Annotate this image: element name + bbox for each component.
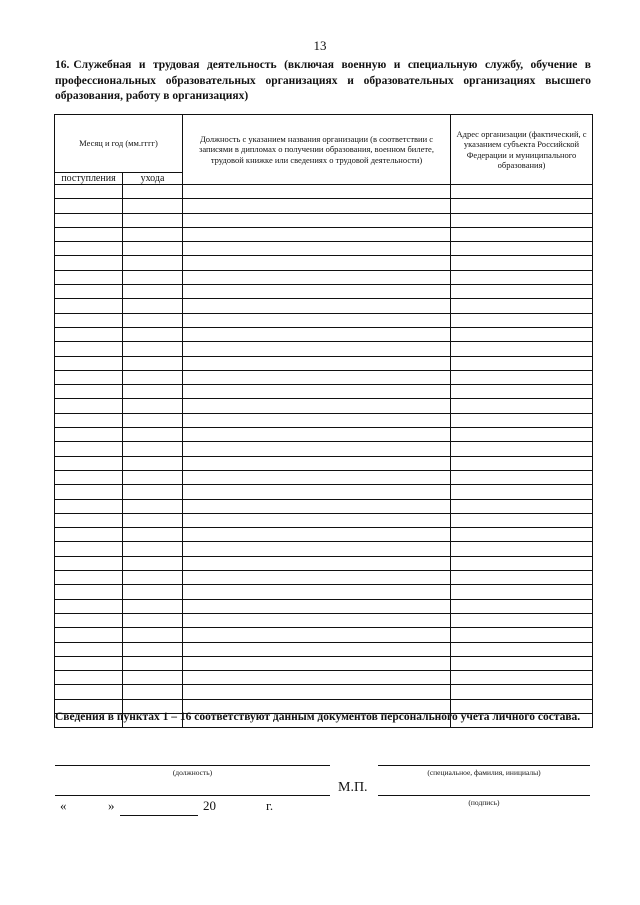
page-number: 13 <box>313 38 327 53</box>
seal-label: М.П. <box>338 780 368 795</box>
quote-open: « <box>60 798 67 813</box>
address-cell <box>451 599 593 613</box>
table-row <box>55 399 593 413</box>
position-cell <box>183 399 451 413</box>
position-cell <box>183 356 451 370</box>
end-date-cell <box>123 499 183 513</box>
address-cell <box>451 199 593 213</box>
position-cell <box>183 671 451 685</box>
start-date-cell <box>55 556 123 570</box>
position-cell <box>183 556 451 570</box>
table-row <box>55 442 593 456</box>
end-date-cell <box>123 356 183 370</box>
end-date-cell <box>123 456 183 470</box>
position-cell <box>183 342 451 356</box>
start-date-cell <box>55 542 123 556</box>
position-cell <box>183 685 451 699</box>
year-prefix: 20 <box>203 798 216 813</box>
table-row <box>55 299 593 313</box>
address-cell <box>451 256 593 270</box>
address-cell <box>451 299 593 313</box>
position-cell <box>183 299 451 313</box>
position-cell <box>183 656 451 670</box>
position-cell <box>183 370 451 384</box>
year-suffix: г. <box>266 798 274 813</box>
table-row <box>55 385 593 399</box>
position-cell <box>183 242 451 256</box>
table-row <box>55 370 593 384</box>
end-date-cell <box>123 556 183 570</box>
position-cell <box>183 456 451 470</box>
table-row <box>55 270 593 284</box>
table-row <box>55 213 593 227</box>
table-row <box>55 285 593 299</box>
table-row <box>55 628 593 642</box>
end-date-cell <box>123 599 183 613</box>
address-cell <box>451 513 593 527</box>
start-date-cell <box>55 513 123 527</box>
section-title-text: Служебная и трудовая деятельность (включая военную и специальную службу, обучение в профессиональных образовательных организациях и образовательных организациях высшего образования, работу в организациях) <box>55 59 591 102</box>
activity-table <box>54 114 593 728</box>
table-row <box>55 413 593 427</box>
header-end-date: ухода <box>123 173 183 185</box>
position-cell <box>183 628 451 642</box>
table-row <box>55 428 593 442</box>
table-row <box>55 613 593 627</box>
start-date-cell <box>55 442 123 456</box>
name-line <box>378 765 590 766</box>
start-date-cell <box>55 628 123 642</box>
address-cell <box>451 270 593 284</box>
start-date-cell <box>55 413 123 427</box>
table-row <box>55 485 593 499</box>
end-date-cell <box>123 227 183 241</box>
start-date-cell <box>55 499 123 513</box>
address-cell <box>451 428 593 442</box>
table-row <box>55 642 593 656</box>
position-cell <box>183 571 451 585</box>
position-cell <box>183 642 451 656</box>
address-cell <box>451 499 593 513</box>
start-date-cell <box>55 656 123 670</box>
end-date-cell <box>123 313 183 327</box>
month-line <box>120 815 198 816</box>
start-date-cell <box>55 270 123 284</box>
address-cell <box>451 528 593 542</box>
start-date-cell <box>55 327 123 341</box>
section-heading <box>55 58 591 105</box>
address-cell <box>451 685 593 699</box>
address-cell <box>451 542 593 556</box>
end-date-cell <box>123 199 183 213</box>
end-date-cell <box>123 385 183 399</box>
position-cell <box>183 270 451 284</box>
date-top-line <box>55 795 330 796</box>
header-position-organization: Должность с указанием названия организации (в соответствии с записями в дипломах о получении образования, военном билете, трудовой книжке или сведениях о трудовой деятельности) <box>183 115 451 185</box>
end-date-cell <box>123 585 183 599</box>
table-row <box>55 256 593 270</box>
address-cell <box>451 571 593 585</box>
address-cell <box>451 185 593 199</box>
address-cell <box>451 485 593 499</box>
start-date-cell <box>55 456 123 470</box>
start-date-cell <box>55 470 123 484</box>
position-cell <box>183 227 451 241</box>
position-cell <box>183 213 451 227</box>
start-date-cell <box>55 613 123 627</box>
address-cell <box>451 342 593 356</box>
end-date-cell <box>123 327 183 341</box>
end-date-cell <box>123 256 183 270</box>
address-cell <box>451 413 593 427</box>
address-cell <box>451 456 593 470</box>
position-cell <box>183 185 451 199</box>
table-row <box>55 327 593 341</box>
address-cell <box>451 313 593 327</box>
address-cell <box>451 671 593 685</box>
start-date-cell <box>55 528 123 542</box>
start-date-cell <box>55 227 123 241</box>
address-cell <box>451 613 593 627</box>
position-cell <box>183 499 451 513</box>
table-row <box>55 599 593 613</box>
table-row <box>55 313 593 327</box>
end-date-cell <box>123 213 183 227</box>
position-cell <box>183 285 451 299</box>
table-row <box>55 685 593 699</box>
table-row <box>55 542 593 556</box>
table-row <box>55 656 593 670</box>
position-caption: (должность) <box>172 768 213 777</box>
start-date-cell <box>55 356 123 370</box>
table-row <box>55 585 593 599</box>
start-date-cell <box>55 642 123 656</box>
end-date-cell <box>123 413 183 427</box>
address-cell <box>451 385 593 399</box>
position-cell <box>183 385 451 399</box>
address-cell <box>451 399 593 413</box>
address-cell <box>451 227 593 241</box>
position-cell <box>183 485 451 499</box>
start-date-cell <box>55 399 123 413</box>
end-date-cell <box>123 342 183 356</box>
end-date-cell <box>123 299 183 313</box>
end-date-cell <box>123 642 183 656</box>
address-cell <box>451 656 593 670</box>
address-cell <box>451 370 593 384</box>
table-row <box>55 227 593 241</box>
start-date-cell <box>55 585 123 599</box>
table-row <box>55 571 593 585</box>
table-row <box>55 342 593 356</box>
end-date-cell <box>123 628 183 642</box>
start-date-cell <box>55 299 123 313</box>
position-cell <box>183 256 451 270</box>
position-cell <box>183 585 451 599</box>
end-date-cell <box>123 613 183 627</box>
end-date-cell <box>123 428 183 442</box>
address-cell <box>451 628 593 642</box>
start-date-cell <box>55 342 123 356</box>
address-cell <box>451 556 593 570</box>
position-line <box>55 765 330 766</box>
end-date-cell <box>123 285 183 299</box>
start-date-cell <box>55 370 123 384</box>
end-date-cell <box>123 270 183 284</box>
address-cell <box>451 585 593 599</box>
start-date-cell <box>55 213 123 227</box>
start-date-cell <box>55 428 123 442</box>
start-date-cell <box>55 256 123 270</box>
address-cell <box>451 285 593 299</box>
end-date-cell <box>123 399 183 413</box>
start-date-cell <box>55 571 123 585</box>
position-cell <box>183 313 451 327</box>
end-date-cell <box>123 542 183 556</box>
end-date-cell <box>123 470 183 484</box>
end-date-cell <box>123 685 183 699</box>
end-date-cell <box>123 513 183 527</box>
signature-caption: (подпись) <box>468 798 500 807</box>
start-date-cell <box>55 185 123 199</box>
table-row <box>55 356 593 370</box>
table-row <box>55 528 593 542</box>
address-cell <box>451 242 593 256</box>
position-cell <box>183 470 451 484</box>
name-caption: (специальное, фамилия, инициалы) <box>427 768 541 777</box>
start-date-cell <box>55 199 123 213</box>
end-date-cell <box>123 671 183 685</box>
table-row <box>55 199 593 213</box>
start-date-cell <box>55 313 123 327</box>
start-date-cell <box>55 599 123 613</box>
position-cell <box>183 542 451 556</box>
header-start-date: поступления <box>55 173 123 185</box>
end-date-cell <box>123 370 183 384</box>
table-row <box>55 513 593 527</box>
address-cell <box>451 470 593 484</box>
position-cell <box>183 428 451 442</box>
address-cell <box>451 642 593 656</box>
end-date-cell <box>123 656 183 670</box>
position-cell <box>183 442 451 456</box>
address-cell <box>451 356 593 370</box>
address-cell <box>451 213 593 227</box>
table-row <box>55 556 593 570</box>
table-body <box>55 185 593 728</box>
end-date-cell <box>123 442 183 456</box>
header-month-year: Месяц и год (мм.гггг) <box>55 115 183 173</box>
end-date-cell <box>123 185 183 199</box>
start-date-cell <box>55 285 123 299</box>
start-date-cell <box>55 671 123 685</box>
start-date-cell <box>55 485 123 499</box>
quote-close: » <box>108 798 115 813</box>
position-cell <box>183 327 451 341</box>
position-cell <box>183 613 451 627</box>
section-number: 16. <box>55 59 70 71</box>
end-date-cell <box>123 528 183 542</box>
start-date-cell <box>55 242 123 256</box>
start-date-cell <box>55 685 123 699</box>
position-cell <box>183 413 451 427</box>
table-row <box>55 185 593 199</box>
position-cell <box>183 513 451 527</box>
position-cell <box>183 599 451 613</box>
table-row <box>55 456 593 470</box>
table-row <box>55 671 593 685</box>
end-date-cell <box>123 485 183 499</box>
table-row <box>55 499 593 513</box>
start-date-cell <box>55 385 123 399</box>
end-date-cell <box>123 571 183 585</box>
table-row <box>55 242 593 256</box>
footer-statement: Сведения в пунктах 1 – 16 соответствуют данным документов персонального учета личного состава. <box>55 711 581 723</box>
position-cell <box>183 199 451 213</box>
position-cell <box>183 528 451 542</box>
table-row <box>55 470 593 484</box>
header-organization-address: Адрес организации (фактический, с указанием субъекта Российской Федерации и муниципального образования) <box>451 115 593 185</box>
signature-line <box>378 795 590 796</box>
end-date-cell <box>123 242 183 256</box>
address-cell <box>451 442 593 456</box>
address-cell <box>451 327 593 341</box>
